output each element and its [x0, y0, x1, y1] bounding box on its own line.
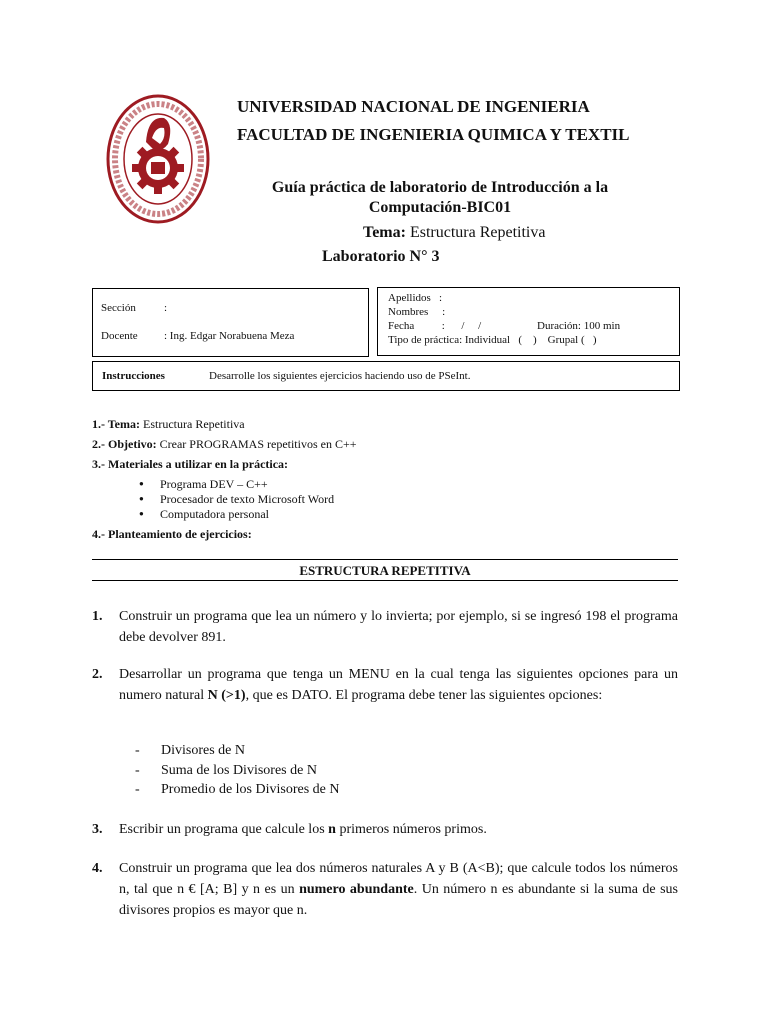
- practice-type-field[interactable]: Tipo de práctica: Individual ( ) Grupal ( ): [388, 334, 597, 346]
- section-top-rule: [92, 559, 678, 560]
- section-bottom-rule: [92, 580, 678, 581]
- university-title: UNIVERSIDAD NACIONAL DE INGENIERIA: [237, 97, 590, 116]
- topic-value: Estructura Repetitiva: [409, 224, 546, 241]
- section-teacher-box: [92, 288, 369, 357]
- option-item: [135, 763, 317, 779]
- exercise-text-part: Construir un programa que lea dos números naturales A y B (A<B); que calcule todos los números n, tal que n € [A; B] y n es un: [119, 861, 678, 897]
- topic-line: [363, 224, 545, 242]
- exercise-3: [92, 819, 678, 840]
- option-text: Divisores de N: [161, 743, 245, 758]
- exercise-number: 2.: [92, 667, 103, 682]
- faculty-title: FACULTAD DE INGENIERIA QUIMICA Y TEXTIL: [237, 125, 630, 144]
- teacher-label: Docente: [101, 330, 138, 342]
- exercise-1: [92, 606, 678, 648]
- section-value: :: [164, 302, 168, 314]
- exercise-text-bold: numero abundante: [299, 882, 414, 897]
- student-info-box: [377, 287, 680, 356]
- lab-number: Laboratorio N° 3: [322, 248, 440, 265]
- exercise-text-part: primeros números primos.: [335, 822, 487, 837]
- exercise-text: [119, 858, 678, 921]
- outline-item-objective: [92, 437, 357, 452]
- outline-item-exercises: 4.- Planteamiento de ejercicios:: [92, 527, 252, 541]
- dash-bullet: -: [135, 763, 140, 778]
- date-field[interactable]: Fecha : / /: [388, 320, 482, 332]
- exercise-text-part: Desarrollar un programa que tenga un MENU en la cual tenga las siguientes opciones para un numero natural: [119, 667, 678, 703]
- exercise-text-part: . Un número n es abundante si la suma de sus divisores propios es mayor que n.: [119, 882, 678, 918]
- materials-list-item: ● Programa DEV – C++: [160, 477, 268, 492]
- option-item: [135, 782, 339, 798]
- topic-label: Tema:: [363, 224, 406, 241]
- section-label: Sección: [101, 302, 136, 314]
- option-text: Suma de los Divisores de N: [161, 763, 317, 778]
- exercise-text: [119, 819, 678, 840]
- materials-list-item: ● Computadora personal: [160, 507, 269, 522]
- instructions-text: Desarrolle los siguientes ejercicios haciendo uso de PSeInt.: [209, 370, 471, 382]
- exercise-number: 4.: [92, 861, 103, 876]
- teacher-value: : Ing. Edgar Norabuena Meza: [164, 330, 295, 342]
- section-title: ESTRUCTURA REPETITIVA: [299, 563, 471, 578]
- outline-topic-label: 1.- Tema:: [92, 417, 140, 431]
- dash-bullet: -: [135, 743, 140, 758]
- surname-field[interactable]: Apellidos :: [388, 292, 443, 304]
- exercise-text-part: , que es DATO. El programa debe tener las siguientes opciones:: [245, 688, 603, 703]
- exercise-text: Construir un programa que lea un número y lo invierta; por ejemplo, si se ingresó 198 el programa debe devolver 891.: [119, 609, 678, 645]
- guide-title: Guía práctica de laboratorio de Introducción a la Computación-BIC01: [271, 179, 609, 216]
- outline-topic-value: Estructura Repetitiva: [143, 417, 245, 431]
- outline-item-materials: 3.- Materiales a utilizar en la práctica:: [92, 457, 289, 471]
- instructions-box: [92, 361, 680, 391]
- option-item: [135, 743, 245, 759]
- names-field[interactable]: Nombres :: [388, 306, 446, 318]
- exercise-text: [119, 664, 678, 706]
- exercise-number: 1.: [92, 609, 103, 624]
- exercise-text-bold: n: [328, 822, 336, 837]
- exercise-text-bold: N (>1): [207, 688, 246, 703]
- instructions-label: Instrucciones: [102, 370, 165, 382]
- exercise-text-part: Escribir un programa que calcule los: [119, 822, 329, 837]
- duration-field: Duración: 100 min: [537, 320, 621, 332]
- outline-item-topic: [92, 417, 245, 432]
- exercise-number: 3.: [92, 822, 103, 837]
- materials-list-item: ● Procesador de texto Microsoft Word: [160, 492, 334, 507]
- exercise-2: [92, 664, 678, 706]
- dash-bullet: -: [135, 782, 140, 797]
- university-seal-logo: [106, 94, 210, 224]
- exercise-4: [92, 858, 678, 921]
- option-text: Promedio de los Divisores de N: [161, 782, 340, 797]
- outline-objective-label: 2.- Objetivo:: [92, 437, 157, 451]
- outline-objective-value: Crear PROGRAMAS repetitivos en C++: [159, 437, 357, 451]
